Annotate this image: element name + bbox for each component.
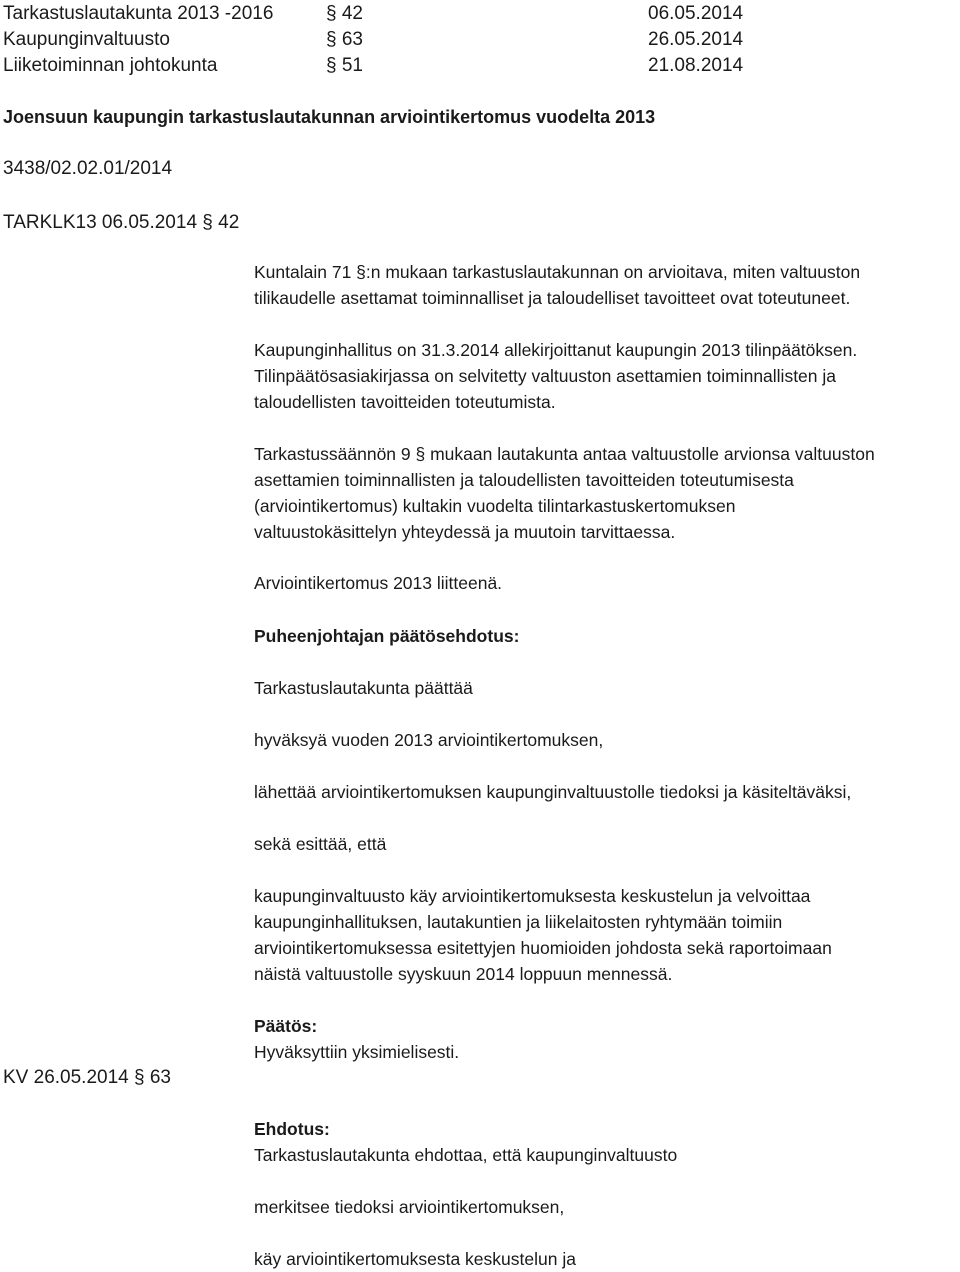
header-date-1: 06.05.2014: [648, 3, 744, 24]
text-line: Hyväksyttiin yksimielisesti.: [254, 1042, 460, 1062]
record-number: 3438/02.02.01/2014: [3, 158, 173, 179]
text-line: (arviointikertomus) kultakin vuodelta tilintarkastuskertomuksen: [254, 496, 736, 516]
kv-paragraph-3: [254, 1246, 954, 1272]
header-date-2: 26.05.2014: [648, 29, 744, 50]
tarklk-paragraph-4: [254, 570, 954, 596]
tarklk-paragraph-6: [254, 727, 954, 753]
text-line: kaupunginvaltuusto käy arviointikertomuksesta keskustelun ja velvoittaa: [254, 886, 811, 906]
text-line: asettamien toiminnallisten ja taloudellisten tavoitteiden toteutumisesta: [254, 470, 794, 490]
text-line: Kuntalain 71 §:n mukaan tarkastuslautakunnan on arvioitava, miten valtuuston: [254, 262, 861, 282]
header-section-3: § 51: [326, 55, 363, 76]
header-date-3: 21.08.2014: [648, 55, 744, 76]
text-line: hyväksyä vuoden 2013 arviointikertomuksen,: [254, 730, 604, 750]
text-line: Ehdotus:: [254, 1119, 330, 1139]
text-line: lähettää arviointikertomuksen kaupunginvaltuustolle tiedoksi ja käsiteltäväksi,: [254, 782, 852, 802]
text-line: Tarkastuslautakunta ehdottaa, että kaupunginvaltuusto: [254, 1145, 678, 1165]
header-body-1: Tarkastuslautakunta 2013 -2016: [3, 3, 274, 24]
text-line: arviointikertomuksessa esitettyjen huomioiden johdosta sekä raportoimaan: [254, 938, 832, 958]
kv-proposal-heading: [254, 1116, 954, 1142]
document-title: Joensuun kaupungin tarkastuslautakunnan arviointikertomus vuodelta 2013: [3, 107, 656, 127]
kv-paragraph-2: [254, 1194, 954, 1220]
text-line: tilikaudelle asettamat toiminnalliset ja taloudelliset tavoitteet ovat toteutuneet.: [254, 288, 851, 308]
text-line: käy arviointikertomuksesta keskustelun ja: [254, 1249, 576, 1269]
decision-heading: [254, 1013, 954, 1039]
text-line: Puheenjohtajan päätösehdotus:: [254, 626, 520, 646]
text-line: merkitsee tiedoksi arviointikertomuksen,: [254, 1197, 565, 1217]
header-body-3: Liiketoiminnan johtokunta: [3, 55, 218, 76]
kv-paragraph-1: [254, 1142, 954, 1168]
text-line: Kaupunginhallitus on 31.3.2014 allekirjoittanut kaupungin 2013 tilinpäätöksen.: [254, 340, 858, 360]
text-line: sekä esittää, että: [254, 834, 387, 854]
tarklk-paragraph-7: [254, 779, 954, 805]
kv-reference: KV 26.05.2014 § 63: [3, 1067, 171, 1088]
tarklk-paragraph-3: [254, 441, 954, 545]
text-line: näistä valtuustolle syyskuun 2014 loppuun mennessä.: [254, 964, 673, 984]
tarklk-paragraph-9: [254, 883, 954, 987]
header-body-2: Kaupunginvaltuusto: [3, 29, 170, 50]
text-line: Tarkastussäännön 9 § mukaan lautakunta antaa valtuustolle arvionsa valtuuston: [254, 444, 875, 464]
header-section-1: § 42: [326, 3, 363, 24]
decision-text: [254, 1039, 954, 1065]
header-section-2: § 63: [326, 29, 363, 50]
text-line: valtuustokäsittelyn yhteydessä ja muutoin tarvittaessa.: [254, 522, 676, 542]
text-line: kaupunginhallituksen, lautakuntien ja liikelaitosten ryhtymään toimiin: [254, 912, 783, 932]
text-line: Tarkastuslautakunta päättää: [254, 678, 473, 698]
tarklk-paragraph-8: [254, 831, 954, 857]
tarklk-paragraph-5: [254, 675, 954, 701]
text-line: taloudellisten tavoitteiden toteutumista.: [254, 392, 556, 412]
text-line: Arviointikertomus 2013 liitteenä.: [254, 573, 503, 593]
tarklk-paragraph-1: [254, 259, 954, 311]
text-line: Tilinpäätösasiakirjassa on selvitetty valtuuston asettamien toiminnallisten ja: [254, 366, 837, 386]
tarklk-paragraph-2: [254, 337, 954, 415]
text-line: Päätös:: [254, 1016, 318, 1036]
tarklk-reference: TARKLK13 06.05.2014 § 42: [3, 212, 240, 233]
proposal-heading: [254, 623, 954, 649]
